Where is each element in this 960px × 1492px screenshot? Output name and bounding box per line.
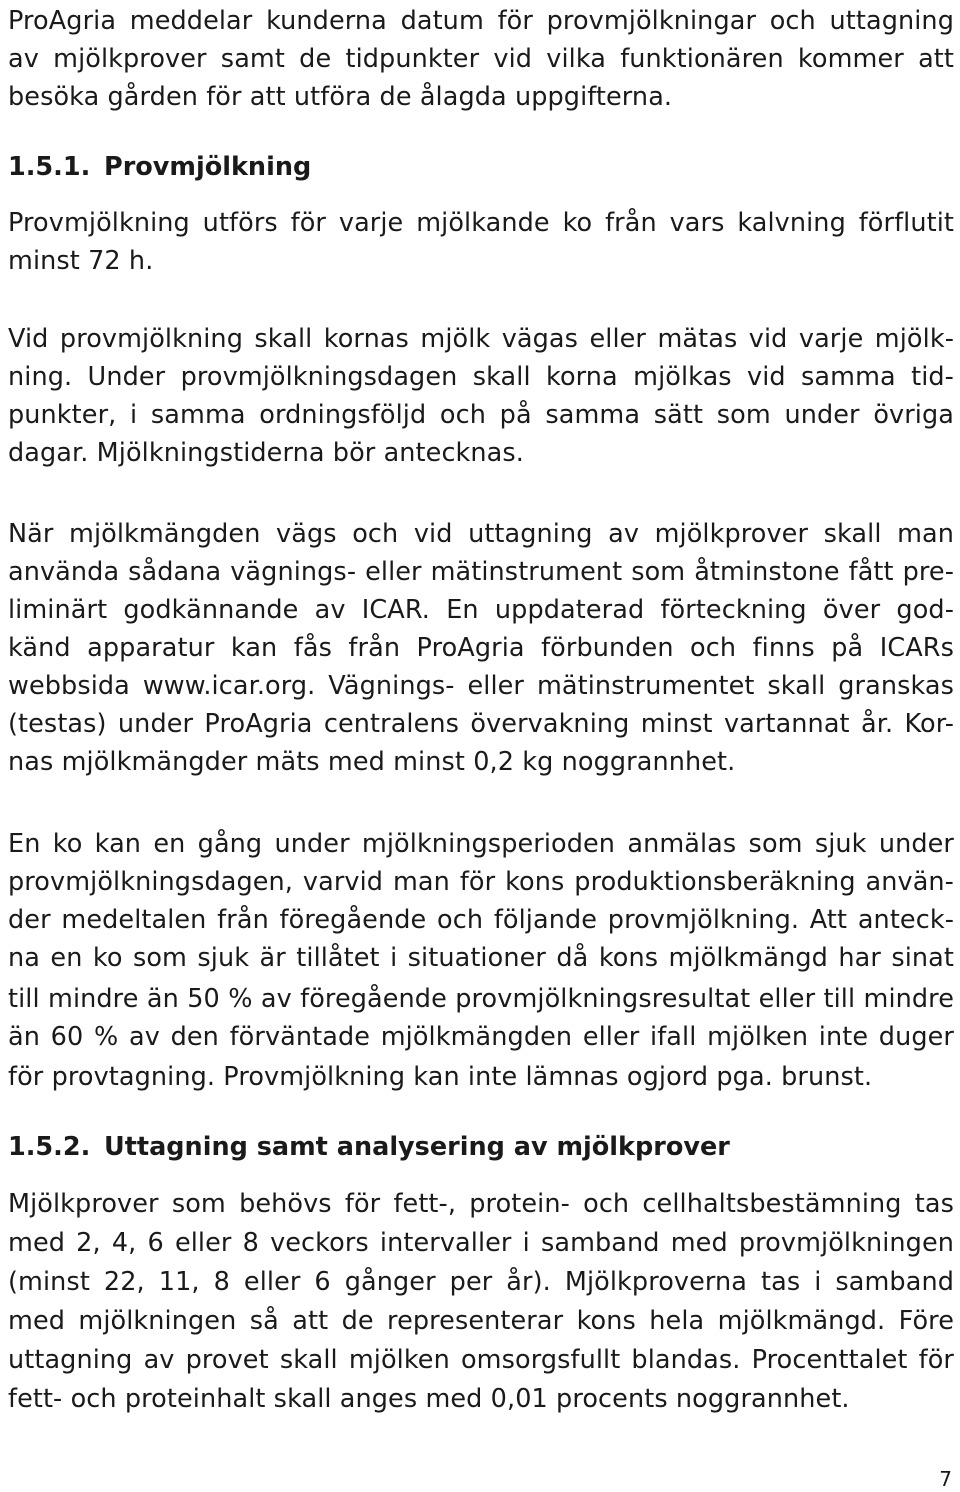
text-line: webbsida www.icar.org. Vägnings- eller mätinstrumentet skall granskas bbox=[8, 671, 954, 701]
text-line: besöka gården för att utföra de ålagda uppgifterna. bbox=[8, 82, 673, 112]
text-line: fett- och proteinhalt skall anges med 0,01 procents noggrannhet. bbox=[8, 1384, 850, 1414]
text-line: nas mjölkmängder mäts med minst 0,2 kg noggrannhet. bbox=[8, 747, 736, 777]
text-line: känd apparatur kan fås från ProAgria förbunden och finns på ICARs bbox=[8, 633, 954, 663]
section-heading-1-5-1 bbox=[8, 148, 311, 186]
text-line: med mjölkningen så att de representerar kons hela mjölkmängd. Före bbox=[8, 1306, 954, 1336]
text-line: Provmjölkning utförs för varje mjölkande ko från vars kalvning förflutit bbox=[8, 208, 954, 238]
text-line: med 2, 4, 6 eller 8 veckors intervaller i samband med provmjölkningen bbox=[8, 1228, 954, 1258]
text-line: Vid provmjölkning skall kornas mjölk vägas eller mätas vid varje mjölk- bbox=[8, 324, 954, 354]
page-number: 7 bbox=[939, 1467, 952, 1491]
text-line: uttagning av provet skall mjölken omsorgsfullt blandas. Procenttalet för bbox=[8, 1345, 954, 1375]
text-line: När mjölkmängden vägs och vid uttagning av mjölkprover skall man bbox=[8, 519, 954, 549]
text-line: na en ko som sjuk är tillåtet i situationer då kons mjölkmängd har sinat bbox=[8, 943, 954, 973]
text-line: till mindre än 50 % av föregående provmjölkningsresultat eller till mindre bbox=[8, 984, 954, 1014]
text-line: av mjölkprover samt de tidpunkter vid vilka funktionären kommer att bbox=[8, 44, 954, 74]
text-line: liminärt godkännande av ICAR. En uppdaterad förteckning över god- bbox=[8, 595, 954, 625]
section-title: Provmjölkning bbox=[104, 152, 312, 182]
text-line: der medeltalen från föregående och följande provmjölkning. Att anteck- bbox=[8, 905, 954, 935]
section-number: 1.5.2. bbox=[8, 1132, 91, 1162]
text-line: använda sådana vägnings- eller mätinstrument som åtminstone fått pre- bbox=[8, 557, 954, 587]
text-line: (testas) under ProAgria centralens övervakning minst vartannat år. Kor- bbox=[8, 709, 954, 739]
text-line: minst 72 h. bbox=[8, 246, 154, 276]
text-line: provmjölkningsdagen, varvid man för kons produktionsberäkning använ- bbox=[8, 867, 954, 897]
section-title: Uttagning samt analysering av mjölkprover bbox=[104, 1132, 730, 1162]
text-line: (minst 22, 11, 8 eller 6 gånger per år). Mjölkproverna tas i samband bbox=[8, 1267, 954, 1297]
text-line: ProAgria meddelar kunderna datum för provmjölkningar och uttagning bbox=[8, 6, 954, 36]
text-line: Mjölkprover som behövs för fett-, protein- och cellhaltsbestämning tas bbox=[8, 1189, 954, 1219]
text-line: än 60 % av den förväntade mjölkmängden eller ifall mjölken inte duger bbox=[8, 1022, 954, 1052]
section-number: 1.5.1. bbox=[8, 152, 91, 182]
text-line: ning. Under provmjölkningsdagen skall korna mjölkas vid samma tid- bbox=[8, 362, 954, 392]
section-heading-1-5-2 bbox=[8, 1128, 730, 1166]
text-line: dagar. Mjölkningstiderna bör antecknas. bbox=[8, 438, 525, 468]
text-line: för provtagning. Provmjölkning kan inte lämnas ogjord pga. brunst. bbox=[8, 1062, 873, 1092]
text-line: En ko kan en gång under mjölkningsperioden anmälas som sjuk under bbox=[8, 829, 954, 859]
text-line: punkter, i samma ordningsföljd och på samma sätt som under övriga bbox=[8, 400, 954, 430]
